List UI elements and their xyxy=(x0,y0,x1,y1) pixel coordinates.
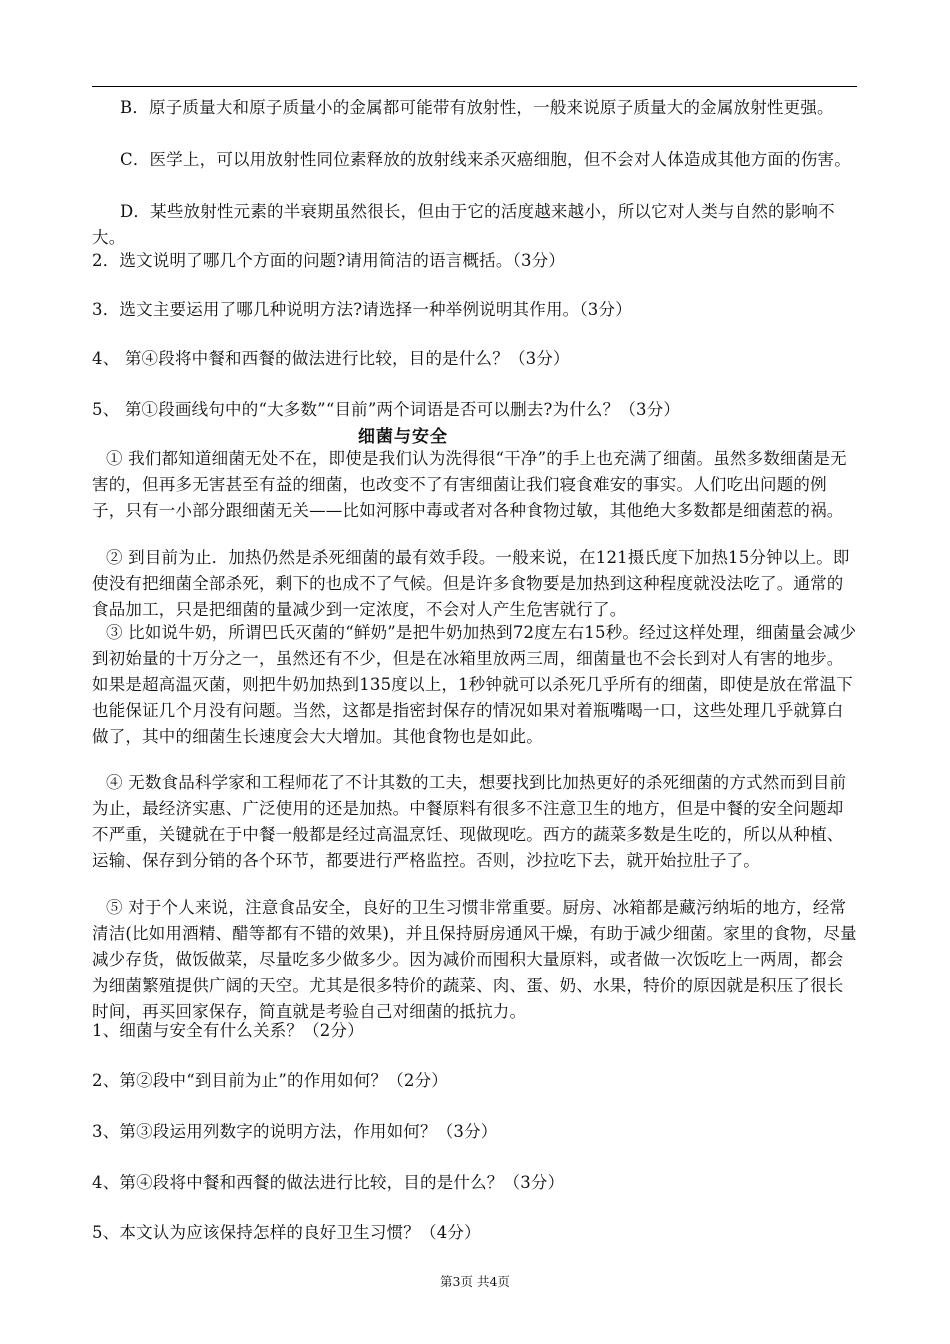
question-3: 3．选文主要运用了哪几种说明方法?请选择一种举例说明其作用。（3分） xyxy=(92,300,632,319)
question-2: 2．选文说明了哪几个方面的问题?请用简洁的语言概括。（3分） xyxy=(92,251,566,270)
article-paragraph-5: ⑤ 对于个人来说，注意食品安全，良好的卫生习惯非常重要。厨房、冰箱都是藏污纳垢的地方，经常清洁(比如用酒精、醋等都有不错的效果)，并且保持厨房通风干燥，有助于减少细菌。家里的食物，尽量减少存货，做饭做菜，尽量吃多少做多少。因为减价而囤积大量原料，或者做一次饭吃上一两周，都会为细菌繁殖提供广阔的天空。尤其是很多特价的蔬菜、肉、蛋、奶、水果，特价的原因就是积压了很长时间，再买回家保存，简直就是考验自己对细菌的抵抗力。 xyxy=(92,898,857,1021)
article-title: 细菌与安全 xyxy=(358,427,448,447)
article-paragraph-1: ① 我们都知道细菌无处不在，即使是我们认为洗得很“干净”的手上也充满了细菌。虽然多数细菌是无害的，但再多无害甚至有益的细菌，也改变不了有害细菌让我们寝食难安的事实。人们吃出问题的例子，只有一小部分跟细菌无关——比如河豚中毒或者对各种食物过敏，其他绝大多数都是细菌惹的祸。 xyxy=(92,449,847,520)
page-footer: 第3页 共4页 xyxy=(440,1274,510,1289)
article-question-4: 4、第④段将中餐和西餐的做法进行比较，目的是什么？（3分） xyxy=(92,1173,565,1192)
option-c: C．医学上，可以用放射性同位素释放的放射线来杀灭癌细胞，但不会对人体造成其他方面的伤害。 xyxy=(120,150,851,169)
article-paragraph-2: ② 到目前为止．加热仍然是杀死细菌的最有效手段。一般来说，在121摄氏度下加热15分钟以上。即使没有把细菌全部杀死，剩下的也成不了气候。但是许多食物要是加热到这种程度就没法吃了。通常的食品加工，只是把细菌的量减少到一定浓度，不会对人产生危害就行了。 xyxy=(92,548,850,619)
article-paragraph-4: ④ 无数食品科学家和工程师花了不计其数的工夫，想要找到比加热更好的杀死细菌的方式然而到目前为止，最经济实惠、广泛使用的还是加热。中餐原料有很多不注意卫生的地方，但是中餐的安全问题却不严重，关键就在于中餐一般都是经过高温烹饪、现做现吃。西方的蔬菜多数是生吃的，所以从种植、运输、保存到分销的各个环节，都要进行严格监控。否则，沙拉吃下去，就开始拉肚子了。 xyxy=(92,773,847,870)
option-d: D．某些放射性元素的半衰期虽然很长，但由于它的活度越来越小，所以它对人类与自然的影响不大。 xyxy=(92,202,835,247)
article-paragraph-3: ③ 比如说牛奶，所谓巴氏灭菌的“鲜奶”是把牛奶加热到72度左右15秒。经过这样处理，细菌量会减少到初始量的十万分之一，虽然还有不少，但是在冰箱里放两三周，细菌量也不会长到对人有害的地步。如果是超高温灭菌，则把牛奶加热到135度以上，1秒钟就可以杀死几乎所有的细菌，即使是放在常温下也能保证几个月没有问题。当然，这都是指密封保存的情况如果对着瓶嘴喝一口，这些处理几乎就算白做了，其中的细菌生长速度会大大增加。其他食物也是如此。 xyxy=(92,623,857,746)
article-question-3: 3、第③段运用列数字的说明方法，作用如何？（3分） xyxy=(92,1122,498,1141)
question-4: 4、 第④段将中餐和西餐的做法进行比较，目的是什么？（3分） xyxy=(92,349,570,368)
option-b: B．原子质量大和原子质量小的金属都可能带有放射性，一般来说原子质量大的金属放射性更强。 xyxy=(120,98,834,117)
header-rule xyxy=(92,86,857,87)
article-question-2: 2、第②段中“到目前为止”的作用如何？（2分） xyxy=(92,1071,448,1090)
question-5: 5、 第①段画线句中的“大多数”“目前”两个词语是否可以删去?为什么？（3分） xyxy=(92,400,681,419)
article-question-1: 1、细菌与安全有什么关系？（2分） xyxy=(92,1021,364,1040)
article-question-5: 5、本文认为应该保持怎样的良好卫生习惯？（4分） xyxy=(92,1223,481,1242)
